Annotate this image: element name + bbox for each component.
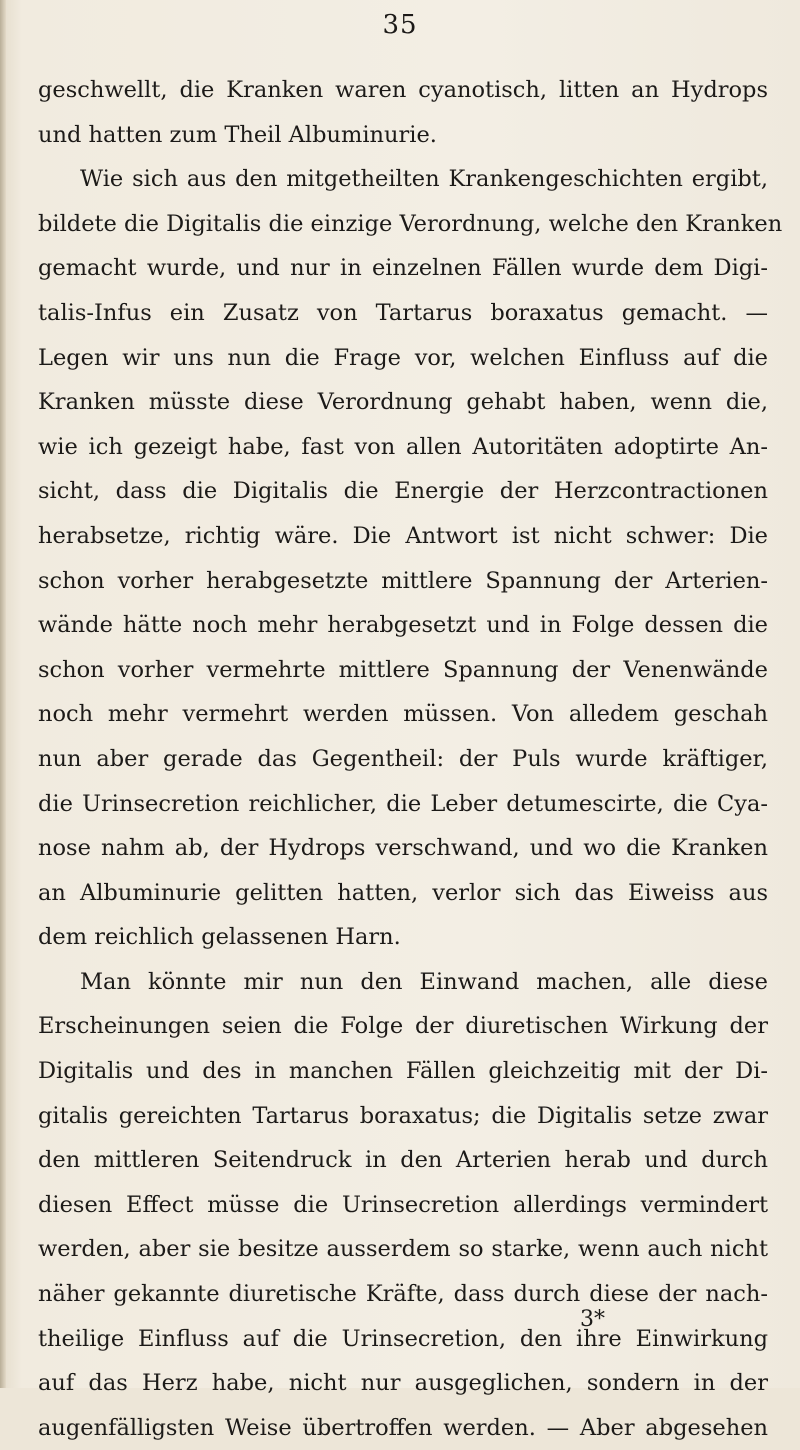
text-line: gemacht wurde, und nur in einzelnen Fällen wurde dem Digi- bbox=[38, 255, 768, 282]
text-line: werden, aber sie besitze ausserdem so starke, wenn auch nicht bbox=[38, 1236, 768, 1263]
text-line: gitalis gereichten Tartarus boraxatus; die Digitalis setze zwar bbox=[38, 1102, 768, 1129]
text-line: wie ich gezeigt habe, fast von allen Autoritäten adoptirte An- bbox=[38, 433, 768, 460]
text-line: bildete die Digitalis die einzige Verordnung, welche den Kranken bbox=[38, 210, 783, 237]
text-line: Man könnte mir nun den Einwand machen, alle diese bbox=[80, 968, 768, 995]
page-number: 35 bbox=[382, 10, 418, 40]
text-line: an Albuminurie gelitten hatten, verlor sich das Eiweiss aus bbox=[38, 879, 768, 906]
text-line: schon vorher herabgesetzte mittlere Spannung der Arterien- bbox=[38, 567, 768, 594]
text-line: herabsetze, richtig wäre. Die Antwort ist nicht schwer: Die bbox=[38, 522, 768, 549]
body-text bbox=[38, 68, 783, 1450]
text-line: die Urinsecretion reichlicher, die Leber detumescirte, die Cya- bbox=[38, 790, 768, 817]
text-line: talis-Infus ein Zusatz von Tartarus boraxatus gemacht. — bbox=[38, 299, 768, 326]
text-line: auf das Herz habe, nicht nur ausgeglichen, sondern in der bbox=[38, 1370, 768, 1397]
text-line: Erscheinungen seien die Folge der diuretischen Wirkung der bbox=[38, 1013, 768, 1040]
text-line: geschwellt, die Kranken waren cyanotisch, litten an Hydrops bbox=[38, 77, 768, 103]
text-line: sicht, dass die Digitalis die Energie der Herzcontractionen bbox=[38, 478, 768, 505]
text-line: augenfälligsten Weise übertroffen werden. — Aber abgesehen bbox=[38, 1414, 768, 1441]
page-binding-edge bbox=[0, 0, 6, 1388]
printer-signature-mark: 3* bbox=[580, 1307, 605, 1332]
text-line: schon vorher vermehrte mittlere Spannung der Venenwände bbox=[38, 656, 768, 683]
text-line: näher gekannte diuretische Kräfte, dass durch diese der nach- bbox=[38, 1281, 768, 1308]
text-line: wände hätte noch mehr herabgesetzt und in Folge dessen die bbox=[38, 612, 768, 639]
text-line: und hatten zum Theil Albuminurie. bbox=[38, 121, 437, 148]
text-line: Digitalis und des in manchen Fällen gleichzeitig mit der Di- bbox=[38, 1058, 768, 1085]
text-line: theilige Einfluss auf die Urinsecretion, den ihre Einwirkung bbox=[38, 1325, 768, 1352]
text-line: den mittleren Seitendruck in den Arterien herab und durch bbox=[38, 1147, 768, 1174]
text-line: Legen wir uns nun die Frage vor, welchen Einfluss auf die bbox=[38, 344, 768, 371]
text-line: Kranken müsste diese Verordnung gehabt haben, wenn die, bbox=[38, 389, 768, 416]
text-line: diesen Effect müsse die Urinsecretion allerdings vermindert bbox=[38, 1191, 768, 1218]
text-line: dem reichlich gelassenen Harn. bbox=[38, 924, 401, 951]
text-line: nose nahm ab, der Hydrops verschwand, und wo die Kranken bbox=[38, 835, 768, 862]
text-line: noch mehr vermehrt werden müssen. Von alledem geschah bbox=[38, 701, 768, 728]
text-line: Wie sich aus den mitgetheilten Krankengeschichten ergibt, bbox=[80, 166, 768, 193]
text-line: nun aber gerade das Gegentheil: der Puls wurde kräftiger, bbox=[38, 745, 768, 772]
